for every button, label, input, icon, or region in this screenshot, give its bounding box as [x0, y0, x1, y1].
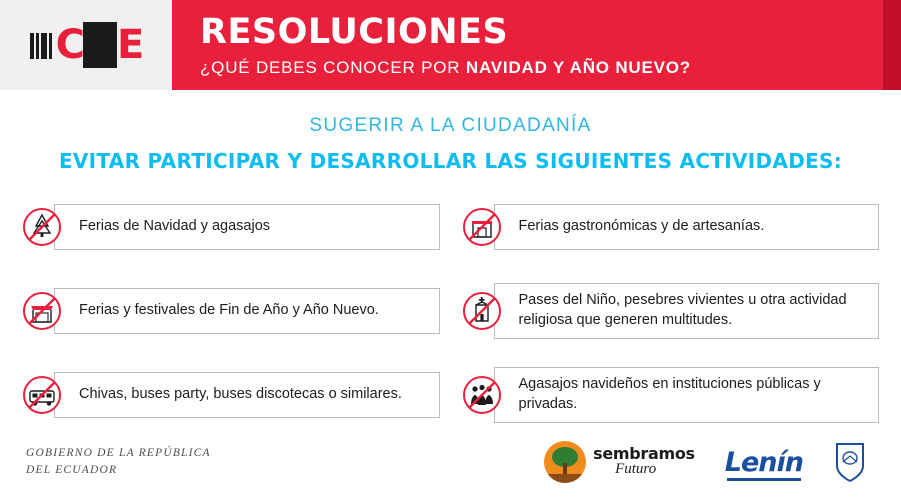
no-christmas-tree-icon	[22, 207, 62, 247]
page-title: RESOLUCIONES	[200, 12, 509, 52]
intro-block	[0, 90, 901, 173]
no-food-stall-icon	[462, 207, 502, 247]
footer-logos	[544, 440, 875, 484]
government-label	[26, 445, 211, 480]
activity-text: Ferias y festivales de Fin de Año y Año Nuevo.	[79, 302, 379, 319]
page-subtitle-plain: ¿QUÉ DEBES CONOCER POR	[200, 57, 466, 77]
list-item	[22, 195, 440, 259]
list-item	[22, 363, 440, 427]
header-banner	[0, 0, 901, 90]
ecuador-shield-icon	[833, 440, 867, 484]
activity-text: Ferias gastronómicas y de artesanías.	[518, 218, 765, 235]
activity-text: Chivas, buses party, buses discotecas o similares.	[79, 386, 402, 403]
activity-text: Agasajos navideños en instituciones públicas y privadas.	[518, 376, 821, 412]
activity-bubble	[54, 204, 440, 250]
barcode-icon	[30, 31, 52, 59]
intro-line-1: SUGERIR A LA CIUDADANÍA	[309, 115, 592, 136]
government-label-line-1: GOBIERNO DE LA REPÚBLICA	[26, 446, 211, 459]
lenin-logo: Lenín	[724, 446, 803, 478]
footer	[0, 423, 901, 501]
no-party-bus-icon	[22, 375, 62, 415]
coe-logo-letter-c: C	[55, 22, 83, 68]
activity-bubble	[494, 204, 880, 250]
intro-line-2: EVITAR PARTICIPAR Y DESARROLLAR LAS SIGUIENTES ACTIVIDADES:	[58, 149, 843, 173]
no-market-stall-icon	[22, 291, 62, 331]
government-label-line-2: DEL ECUADOR	[26, 464, 118, 476]
no-group-gathering-icon	[462, 375, 502, 415]
list-item	[462, 279, 880, 343]
coe-logo-letter-o: O	[84, 22, 117, 68]
no-church-icon	[462, 291, 502, 331]
activity-bubble	[494, 367, 880, 422]
activity-text: Pases del Niño, pesebres vivientes u otra actividad religiosa que generen multitudes.	[518, 292, 847, 328]
header-titles	[172, 0, 883, 90]
tree-icon	[544, 441, 586, 483]
activity-text: Ferias de Navidad y agasajos	[79, 218, 271, 235]
list-item	[22, 279, 440, 343]
coe-logo-letter-e: E	[117, 22, 143, 68]
page-subtitle	[200, 58, 883, 78]
sembramos-text: sembramos	[593, 444, 695, 464]
activity-bubble	[54, 372, 440, 418]
list-item	[462, 195, 880, 259]
coe-logo	[0, 0, 172, 90]
coe-logo-text	[55, 22, 143, 68]
header-right-edge	[883, 0, 901, 90]
activities-grid	[0, 195, 901, 427]
activity-bubble	[494, 283, 880, 338]
page-subtitle-bold: NAVIDAD Y AÑO NUEVO?	[465, 57, 691, 77]
sembramos-futuro-logo	[544, 441, 695, 483]
futuro-text: Futuro	[615, 461, 657, 478]
activity-bubble	[54, 288, 440, 334]
list-item	[462, 363, 880, 427]
